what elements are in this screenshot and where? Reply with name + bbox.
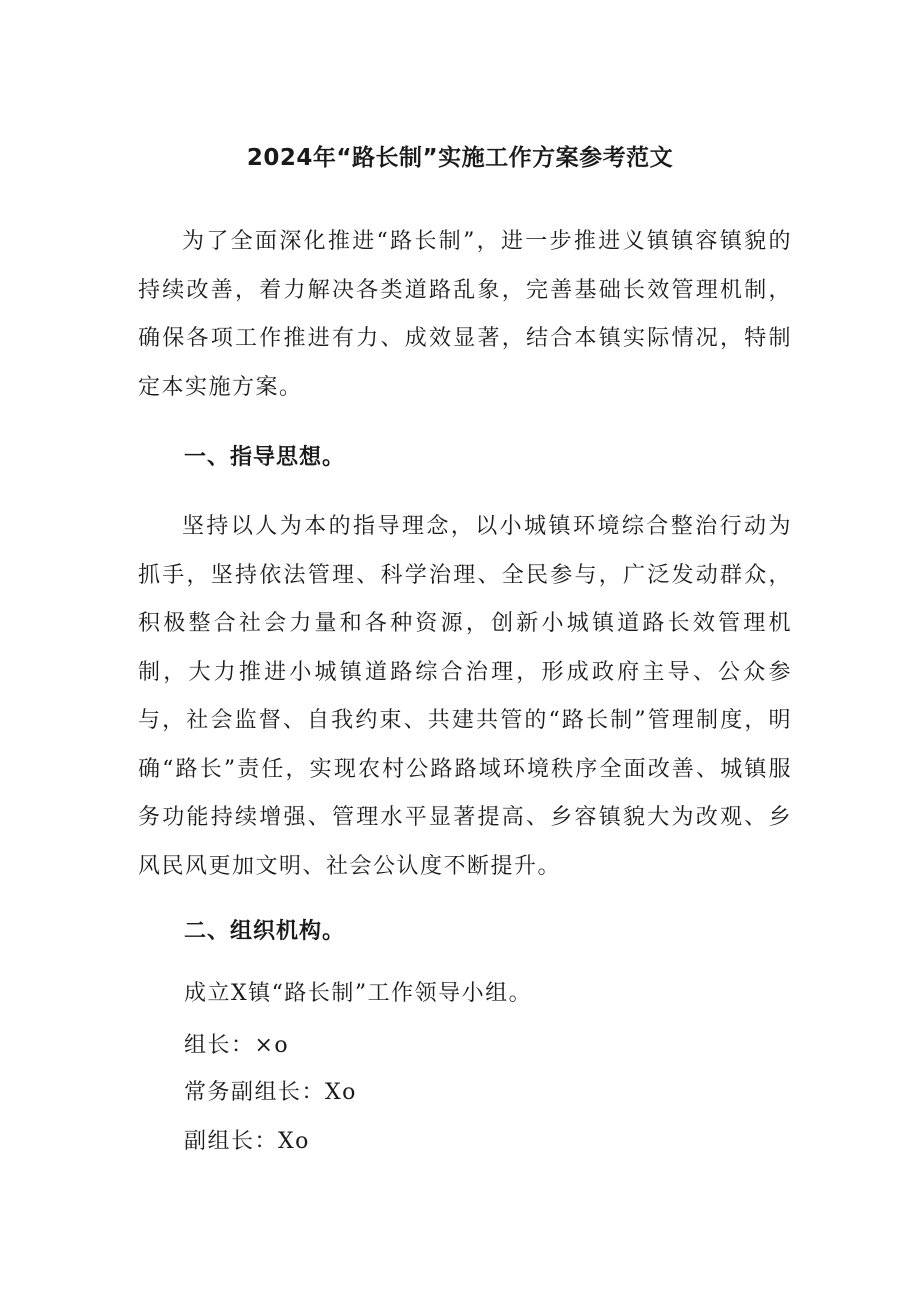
organization-line-executive-deputy: 常务副组长：Xo — [184, 1080, 357, 1105]
intro-paragraph: 为了全面深化推进“路长制”，进一步推进义镇镇容镇貌的持续改善，着力解决各类道路乱象，完善基础长效管理机制，确保各项工作推进有力、成效显著，结合本镇实际情况，特制定本实施方案。 — [138, 229, 792, 400]
organization-line-deputy: 副组长：Xo — [184, 1129, 310, 1154]
organization-line-leader: 组长：×o — [184, 1033, 290, 1058]
guiding-ideology-paragraph: 坚持以人为本的指导理念，以小城镇环境综合整治行动为抓手，坚持依法管理、科学治理、全民参与，广泛发动群众，积极整合社会力量和各种资源，创新小城镇道路长效管理机制，大力推进小城镇道路综合治理，形成政府主导、公众参与，社会监督、自我约束、共建共管的“路长制”管理制度，明确“路长”责任，实现农村公路路域环境秩序全面改善、城镇服务功能持续增强、管理水平显著提高、乡容镇貌大为改观、乡风民风更加文明、社会公认度不断提升。 — [138, 514, 792, 879]
section-heading-guiding-ideology: 一、指导思想。 — [184, 445, 346, 470]
organization-line-group: 成立X镇“路长制”工作领导小组。 — [184, 981, 533, 1006]
document-title: 2024年“路长制”实施工作方案参考范文 — [246, 145, 674, 171]
section-heading-organization: 二、组织机构。 — [184, 919, 346, 944]
